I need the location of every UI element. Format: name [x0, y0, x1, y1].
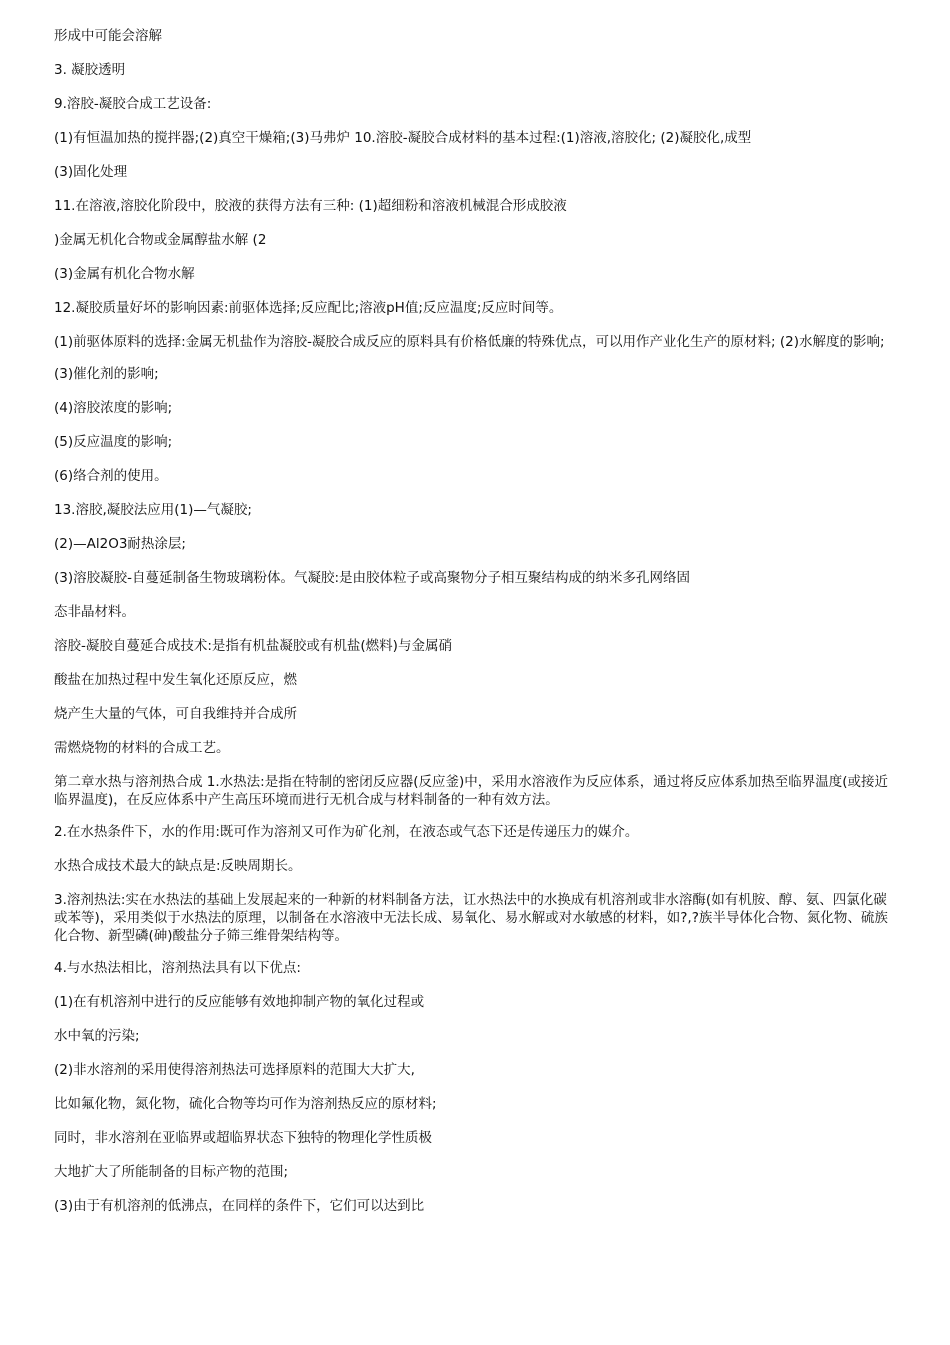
paragraph: (3)溶胶凝胶-自蔓延制备生物玻璃粉体。气凝胶:是由胶体粒子或高聚物分子相互聚结构成的纳米多孔网络固	[54, 570, 691, 586]
paragraph: 烧产生大量的气体，可自我维持并合成所	[54, 706, 297, 722]
paragraph: (1)有恒温加热的搅拌器;(2)真空干燥箱;(3)马弗炉 10.溶胶-凝胶合成材料的基本过程:(1)溶液,溶胶化; (2)凝胶化,成型	[54, 130, 752, 146]
paragraph: 态非晶材料。	[54, 604, 135, 620]
paragraph: 第二章水热与溶剂热合成 1.水热法:是指在特制的密闭反应器(反应釜)中，采用水溶液作为反应体系，通过将反应体系加热至临界温度(或接近临界温度)，在反应体系中产生高压环境而进行无机合成与材料制备的一种有效方法。	[54, 774, 889, 808]
paragraph: 11.在溶液,溶胶化阶段中，胶液的获得方法有三种: (1)超细粉和溶液机械混合形成胶液	[54, 198, 567, 214]
paragraph: 9.溶胶-凝胶合成工艺设备:	[54, 96, 212, 112]
paragraph: (6)络合剂的使用。	[54, 468, 168, 484]
paragraph: (4)溶胶浓度的影响;	[54, 400, 173, 416]
paragraph: (3)由于有机溶剂的低沸点，在同样的条件下，它们可以达到比	[54, 1198, 425, 1214]
paragraph: 形成中可能会溶解	[54, 28, 162, 44]
paragraph: (3)金属有机化合物水解	[54, 266, 195, 282]
paragraph: 大地扩大了所能制备的目标产物的范围;	[54, 1164, 289, 1180]
paragraph: (1)前驱体原料的选择:金属无机盐作为溶胶-凝胶合成反应的原料具有价格低廉的特殊优点，可以用作产业化生产的原材料; (2)水解度的影响;	[54, 334, 885, 350]
paragraph: (2)非水溶剂的采用使得溶剂热法可选择原料的范围大大扩大,	[54, 1062, 415, 1078]
paragraph: (3)固化处理	[54, 164, 128, 180]
paragraph: (5)反应温度的影响;	[54, 434, 173, 450]
paragraph: (3)催化剂的影响;	[54, 366, 159, 382]
paragraph: (2)—Al2O3耐热涂层;	[54, 536, 186, 552]
paragraph: 酸盐在加热过程中发生氧化还原反应，燃	[54, 672, 297, 688]
paragraph: 需燃烧物的材料的合成工艺。	[54, 740, 230, 756]
paragraph: 水中氧的污染;	[54, 1028, 140, 1044]
paragraph: 水热合成技术最大的缺点是:反映周期长。	[54, 858, 302, 874]
paragraph: 3. 凝胶透明	[54, 62, 126, 78]
paragraph: 同时，非水溶剂在亚临界或超临界状态下独特的物理化学性质极	[54, 1130, 432, 1146]
paragraph: 12.凝胶质量好坏的影响因素:前驱体选择;反应配比;溶液pH值;反应温度;反应时间等。	[54, 300, 563, 316]
paragraph: 3.溶剂热法:实在水热法的基础上发展起来的一种新的材料制备方法，讧水热法中的水换成有机溶剂或非水溶酶(如有机胺、醇、氨、四氯化碳或苯等)，采用类似于水热法的原理，以制备在水溶液中无法长成、易氧化、易水解或对水敏感的材料，如?,?族半导体化合物、氮化物、硫族化合物、新型磷(砷)酸盐分子筛三维骨架结构等。	[54, 892, 888, 944]
paragraph: )金属无机化合物或金属醇盐水解 (2	[54, 232, 267, 248]
paragraph: 2.在水热条件下，水的作用:既可作为溶剂又可作为矿化剂，在液态或气态下还是传递压力的媒介。	[54, 824, 639, 840]
paragraph: 13.溶胶,凝胶法应用(1)—气凝胶;	[54, 502, 252, 518]
paragraph: (1)在有机溶剂中进行的反应能够有效地抑制产物的氧化过程或	[54, 994, 425, 1010]
paragraph: 4.与水热法相比，溶剂热法具有以下优点:	[54, 960, 301, 976]
paragraph: 比如氟化物，氮化物，硫化合物等均可作为溶剂热反应的原材料;	[54, 1096, 437, 1112]
paragraph: 溶胶-凝胶自蔓延合成技术:是指有机盐凝胶或有机盐(燃料)与金属硝	[54, 638, 452, 654]
